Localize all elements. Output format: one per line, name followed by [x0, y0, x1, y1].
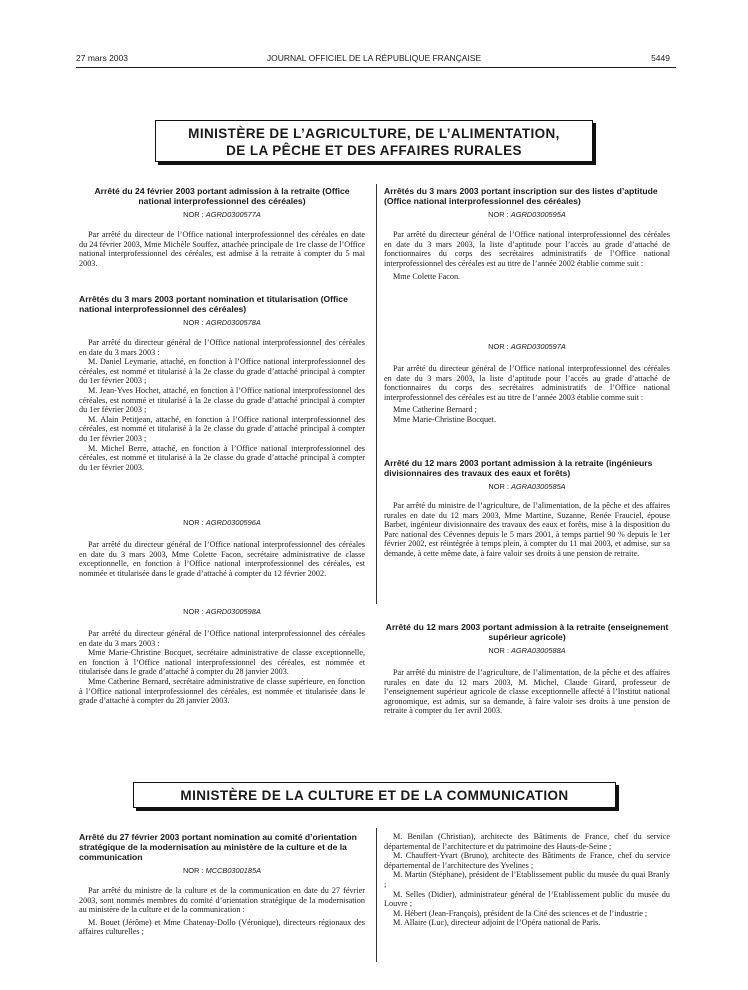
issue-date: 27 mars 2003	[76, 53, 128, 63]
decree-title: Arrêté du 12 mars 2003 portant admission à la retraite (enseignement supérieur agricole)	[385, 622, 669, 642]
decree-paragraph: M. Bouet (Jérôme) et Mme Chatenay-Dollo (Véronique), directeurs régionaux des affaires culturelles ;	[79, 917, 365, 937]
decree-aptitude-list-2002	[384, 186, 670, 282]
committee-members-list	[384, 832, 670, 928]
decree-paragraph: Mme Marie-Christine Bocquet.	[393, 414, 497, 424]
member-entry: M. Allaire (Luc), directeur adjoint de l’Opéra national de Paris.	[393, 918, 601, 928]
decree-comite-orientation	[79, 832, 365, 937]
decree-titularisation-facon	[79, 514, 365, 578]
nor-reference: NOR : MCCB0300185A	[182, 866, 262, 875]
decree-retirement-eaux-forets	[384, 458, 670, 559]
decree-retirement-onic	[79, 186, 365, 268]
decree-paragraph: Par arrêté du ministre de l’agriculture, de l’alimentation, de la pêche et des affaires rurales en date du 12 mars 2003, Mme Martine, Suzanne, Renée Frauciel, épouse Barbet, ingénieur divisionnaire des travaux des eaux et forêts, mise à la disposition du Parc national des Cévennes depuis le 5 mars 2001, à temps partiel 90 % depuis le 1er février 2002, est réintégrée à temps plein, à compter du 11 mai 2003, et admise, sur sa demande, à cette même date, à faire valoir ses droits à une pension de retraite.	[384, 501, 670, 558]
nor-reference: NOR : AGRD0300597A	[488, 342, 566, 351]
decree-paragraph: M. Michel Berre, attaché, en fonction à l’Office national interprofessionnel des céréales, est nommé et titularisé à la 2e classe du grade d’attaché principal à compter du 1er février 2003.	[79, 443, 365, 472]
decree-paragraph: Par arrêté du directeur général de l’Office national interprofessionnel des céréales en date du 3 mars 2003, la liste d’aptitude pour l’accès au grade d’attaché de fonctionnaires du corps des secrétaires administratifs de l’Office national interprofessionnel des céréales est au titre de l’année 2002 établie comme suit :	[384, 230, 670, 268]
decree-paragraph: Par arrêté du directeur général de l’Office national interprofessionnel des céréales en date du 3 mars 2003 :	[79, 629, 365, 648]
journal-title: JOURNAL OFFICIEL DE LA RÉPUBLIQUE FRANÇAISE	[266, 53, 482, 63]
decree-paragraph: Par arrêté du ministre de l’agriculture, de l’alimentation, de la pêche et des affaires rurales en date du 12 mars 2003, M. Michel, Claude Girard, professeur de l’enseignement supérieur agricole de classe exceptionnelle affecté à l’Institut national agronomique, est admis, sur sa demande, à faire valoir ses droits à une pension de retraite à compter du 1er avril 2003.	[384, 668, 670, 716]
decree-title: Arrêtés du 3 mars 2003 portant inscription sur des listes d’aptitude (Office national interprofessionnel des céréales)	[384, 186, 658, 206]
nor-reference: NOR : AGRD0300595A	[488, 210, 566, 219]
decree-paragraph: Mme Colette Facon.	[393, 272, 461, 282]
member-entry: M. Hébert (Jean-François), président de la Cité des sciences et de l’industrie ;	[393, 908, 648, 918]
decree-title: Arrêtés du 3 mars 2003 portant nomination et titularisation (Office national interprofessionnel des céréales)	[79, 294, 348, 314]
ministry-agriculture-line2: DE LA PÊCHE ET DES AFFAIRES RURALES	[226, 143, 522, 158]
decree-paragraph: Par arrêté du ministre de la culture et de la communication en date du 27 février 2003, sont nommés membres du comité d’orientation stratégique de la modernisation au ministère de la culture et de la communication :	[79, 886, 365, 915]
nor-reference: NOR : AGRD0300577A	[183, 210, 261, 219]
column-divider	[376, 184, 377, 604]
ministry-agriculture-line1: MINISTÈRE DE L’AGRICULTURE, DE L’ALIMENTATION,	[188, 126, 560, 141]
column-divider	[376, 828, 377, 962]
decree-aptitude-list-2003	[384, 338, 670, 425]
decree-paragraph: Par arrêté du directeur de l’Office national interprofessionnel des céréales en date du 24 février 2003, Mme Michèle Souffez, attachée principale de 1re classe de l’Office national interprofessionnel des céréales, est admise à la retraite à compter du 5 mai 2003.	[79, 230, 365, 268]
decree-paragraph: M. Alain Petitjean, attaché, en fonction à l’Office national interprofessionnel des céréales, est nommé et titularisé à la 2e classe du grade d’attaché principal à compter du 1er février 2003 ;	[79, 414, 365, 443]
decree-paragraph: Mme Catherine Bernard ;	[393, 405, 477, 415]
member-entry: M. Benilan (Christian), architecte des Bâtiments de France, chef du service départemental de l’architecture et du patrimoine des Hauts-de-Seine ;	[384, 832, 670, 851]
decree-paragraph: Par arrêté du directeur général de l’Office national interprofessionnel des céréales en date du 3 mars 2003 :	[79, 338, 365, 357]
decree-retirement-enseignement	[384, 622, 670, 716]
page-number: 5449	[651, 53, 670, 63]
decree-paragraph: Par arrêté du directeur général de l’Office national interprofessionnel des céréales en date du 3 mars 2003, la liste d’aptitude pour l’accès au grade d’attaché de fonctionnaires du corps des secrétaires administratifs de l’Office national interprofessionnel des céréales est au titre de l’année 2003 établie comme suit :	[384, 364, 670, 402]
member-entry: M. Martin (Stéphane), président de l’Etablissement public du musée du quai Branly ;	[384, 870, 670, 889]
member-entry: M. Selles (Didier), administrateur général de l’Etablissement public du musée du Louvre ;	[384, 889, 670, 909]
decree-paragraph: M. Jean-Yves Hochet, attaché, en fonction à l’Office national interprofessionnel des céréales, est nommé et titularisé à la 2e classe du grade d’attaché principal à compter du 1er février 2003 ;	[79, 385, 365, 415]
nor-reference: NOR : AGRA0300588A	[488, 646, 566, 655]
decree-titularisation-bocquet	[79, 603, 365, 706]
header-rule	[76, 67, 676, 68]
decree-nomination-onic	[79, 294, 365, 472]
ministry-agriculture-heading	[155, 120, 593, 162]
nor-reference: NOR : AGRD0300596A	[183, 518, 261, 527]
ministry-culture-line1: MINISTÈRE DE LA CULTURE ET DE LA COMMUNICATION	[180, 788, 569, 803]
decree-title: Arrêté du 27 février 2003 portant nomination au comité d’orientation stratégique de la modernisation au ministère de la culture et de la communication	[79, 832, 357, 862]
decree-title: Arrêté du 24 février 2003 portant admission à la retraite (Office national interprofessionnel des céréales)	[94, 186, 350, 206]
nor-reference: NOR : AGRA0300585A	[488, 482, 566, 491]
nor-reference: NOR : AGRD0300598A	[183, 607, 261, 616]
decree-paragraph: Par arrêté du directeur général de l’Office national interprofessionnel des céréales en date du 3 mars 2003, Mme Colette Facon, secrétaire administrative de classe exceptionnelle, en fonction à l’Office national interprofessionnel des céréales, est nommée et titularisée dans le grade d’attaché à compter du 12 février 2002.	[79, 540, 365, 578]
member-entry: M. Chauffert-Yvart (Bruno), architecte des Bâtiments de France, chef du service départemental de l’architecture des Yvelines ;	[384, 851, 670, 870]
ministry-culture-heading	[133, 782, 616, 808]
running-header	[0, 53, 748, 67]
decree-paragraph: M. Daniel Leymarie, attaché, en fonction à l’Office national interprofessionnel des céréales, est nommé et titularisé à la 2e classe du grade d’attaché principal à compter du 1er février 2003 ;	[79, 357, 365, 386]
decree-paragraph: Mme Marie-Christine Bocquet, secrétaire administrative de classe exceptionnelle, en fonction à l’Office national interprofessionnel des céréales, est nommée et titularisée dans le grade d’attaché à compter du 28 janvier 2003.	[79, 648, 365, 677]
decree-paragraph: Mme Catherine Bernard, secrétaire administrative de classe supérieure, en fonction à l’Office national interprofessionnel des céréales, est nommée et titularisée dans le grade d’attaché à compter du 28 janvier 2003.	[79, 676, 365, 706]
nor-reference: NOR : AGRD0300578A	[183, 318, 261, 327]
decree-title: Arrêté du 12 mars 2003 portant admission à la retraite (ingénieurs divisionnaires des travaux des eaux et forêts)	[384, 458, 653, 478]
